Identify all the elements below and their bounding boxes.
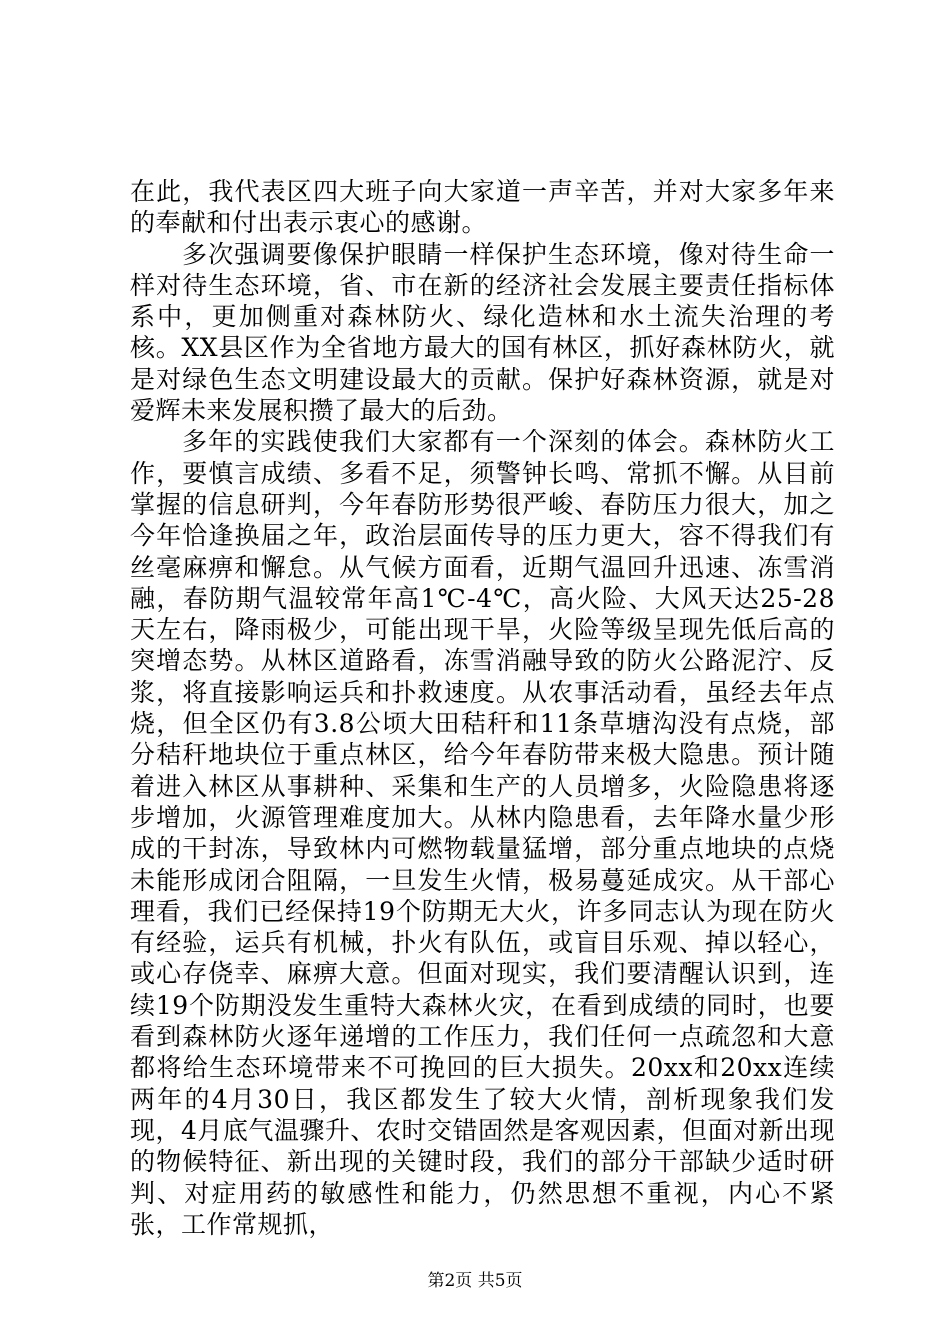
paragraph-1: 在此，我代表区四大班子向大家道一声辛苦，并对大家多年来的奉献和付出表示衷心的感谢。 xyxy=(130,177,835,238)
paragraph-2: 多次强调要像保护眼睛一样保护生态环境，像对待生命一样对待生态环境，省、市在新的经济社会发展主要责任指标体系中，更加侧重对森林防火、绿化造林和水土流失治理的考核。XX县区作为全省地方最大的国有林区，抓好森林防火，就是对绿色生态文明建设最大的贡献。保护好森林资源，就是对爱辉未来发展积攒了最大的后劲。 xyxy=(130,239,835,426)
page-indicator: 第2页 共5页 xyxy=(427,1271,523,1291)
paragraph-3: 多年的实践使我们大家都有一个深刻的体会。森林防火工作，要慎言成绩、多看不足，须警钟长鸣、常抓不懈。从目前掌握的信息研判，今年春防形势很严峻、春防压力很大，加之今年恰逢换届之年，政治层面传导的压力更大，容不得我们有丝毫麻痹和懈怠。从气候方面看，近期气温回升迅速、冻雪消融，春防期气温较常年高1℃-4℃，高火险、大风天达25-28天左右，降雨极少，可能出现干旱，火险等级呈现先低后高的突增态势。从林区道路看，冻雪消融导致的防火公路泥泞、反浆，将直接影响运兵和扑救速度。从农事活动看，虽经去年点烧，但全区仍有3.8公顷大田秸秆和11条草塘沟没有点烧，部分秸秆地块位于重点林区，给今年春防带来极大隐患。预计随着进入林区从事耕种、采集和生产的人员增多，火险隐患将逐步增加，火源管理难度加大。从林内隐患看，去年降水量少形成的干封冻，导致林内可燃物载量猛增，部分重点地块的点烧未能形成闭合阻隔，一旦发生火情，极易蔓延成灾。从干部心理看，我们已经保持19个防期无大火，许多同志认为现在防火有经验，运兵有机械，扑火有队伍，或盲目乐观、掉以轻心，或心存侥幸、麻痹大意。但面对现实，我们要清醒认识到，连续19个防期没发生重特大森林火灾，在看到成绩的同时，也要看到森林防火逐年递增的工作压力，我们任何一点疏忽和大意都将给生态环境带来不可挽回的巨大损失。20xx和20xx连续两年的4月30日，我区都发生了较大火情，剖析现象我们发现，4月底气温骤升、农时交错固然是客观因素，但面对新出现的物候特征、新出现的关键时段，我们的部分干部缺少适时研判、对症用药的敏感性和能力，仍然思想不重视，内心不紧张，工作常规抓， xyxy=(130,427,835,1239)
document-body xyxy=(130,176,835,1240)
page-footer xyxy=(0,1270,950,1292)
